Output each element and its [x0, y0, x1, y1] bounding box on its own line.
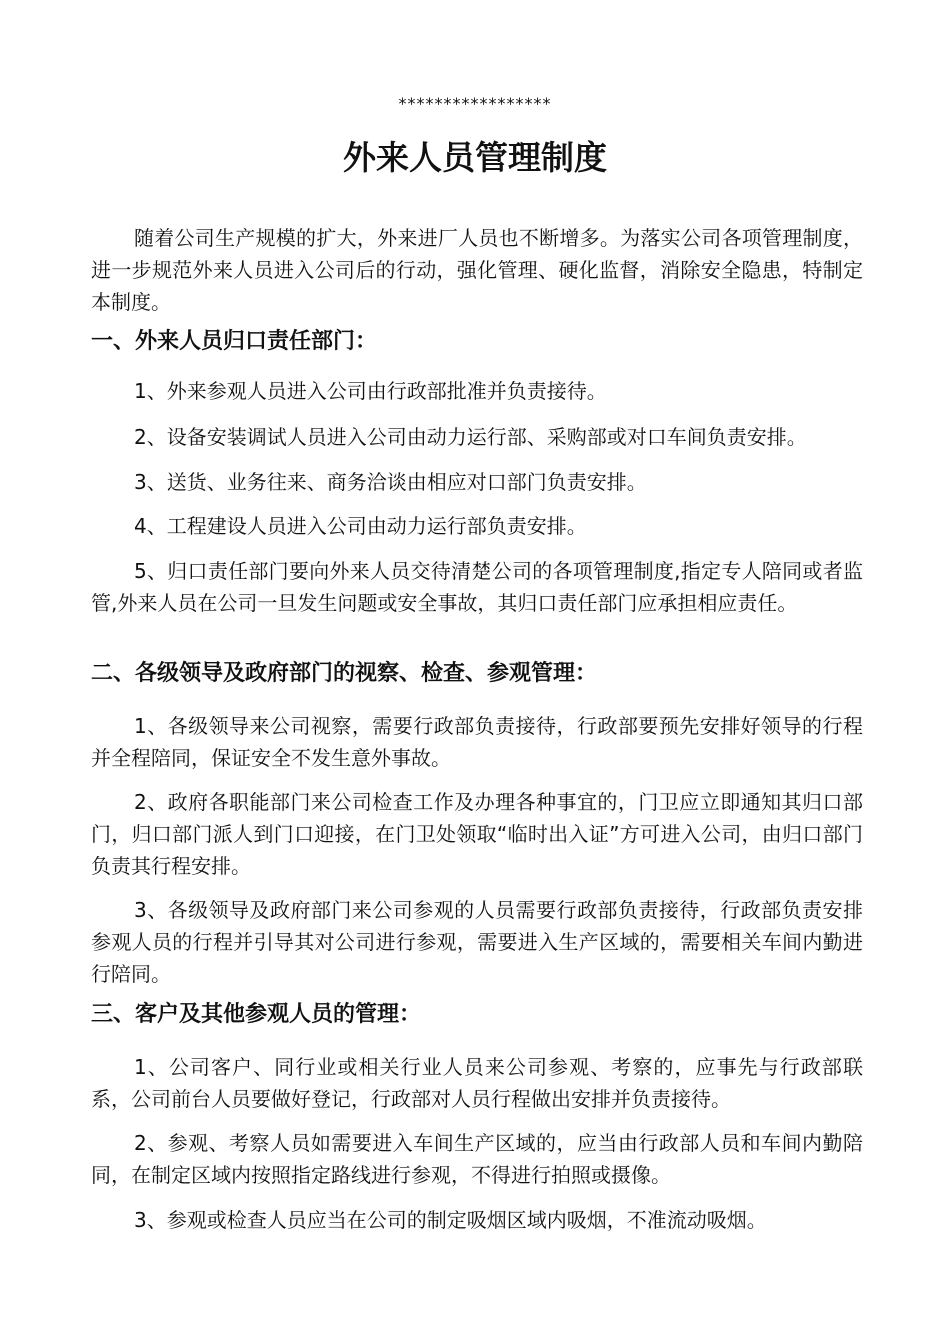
section-1-item-2: 2、设备安装调试人员进入公司由动力运行部、采购部或对口车间负责安排。: [134, 425, 807, 449]
section-3-item-1: 1、公司客户、同行业或相关行业人员来公司参观、考察的，应事先与行政部联系，公司前台人员要做好登记，行政部对人员行程做出安排并负责接待。: [91, 1055, 863, 1111]
section-heading-1: 一、外来人员归口责任部门：: [91, 329, 378, 354]
decorative-stars-line: *****************: [398, 94, 552, 113]
section-3-item-2: 2、参观、考察人员如需要进入车间生产区域的，应当由行政部人员和车间内勤陪同，在制定区域内按照指定路线进行参观，不得进行拍照或摄像。: [91, 1131, 863, 1187]
section-1-item-5: 5、归口责任部门要向外来人员交待清楚公司的各项管理制度,指定专人陪同或者监管,外来人员在公司一旦发生问题或安全事故，其归口责任部门应承担相应责任。: [91, 559, 863, 615]
section-1-item-3: 3、送货、业务往来、商务洽谈由相应对口部门负责安排。: [134, 470, 647, 494]
section-2-item-1: 1、各级领导来公司视察，需要行政部负责接待，行政部要预先安排好领导的行程并全程陪同，保证安全不发生意外事故。: [91, 714, 863, 770]
document-title: 外来人员管理制度: [343, 138, 607, 177]
section-heading-2: 二、各级领导及政府部门的视察、检查、参观管理：: [91, 661, 598, 686]
section-1-item-4: 4、工程建设人员进入公司由动力运行部负责安排。: [134, 514, 587, 538]
section-heading-3: 三、客户及其他参观人员的管理：: [91, 1002, 422, 1027]
intro-paragraph: 随着公司生产规模的扩大，外来进厂人员也不断增多。为落实公司各项管理制度，进一步规范外来人员进入公司后的行动，强化管理、硬化监督，消除安全隐患，特制定本制度。: [91, 226, 863, 314]
section-2-item-2: 2、政府各职能部门来公司检查工作及办理各种事宜的，门卫应立即通知其归口部门，归口部门派人到门口迎接，在门卫处领取“临时出入证”方可进入公司，由归口部门负责其行程安排。: [91, 790, 863, 878]
section-2-item-3: 3、各级领导及政府部门来公司参观的人员需要行政部负责接待，行政部负责安排参观人员的行程并引导其对公司进行参观，需要进入生产区域的，需要相关车间内勤进行陪同。: [91, 898, 863, 986]
section-3-item-3: 3、参观或检查人员应当在公司的制定吸烟区域内吸烟，不准流动吸烟。: [134, 1208, 767, 1232]
section-1-item-1: 1、外来参观人员进入公司由行政部批准并负责接待。: [134, 379, 607, 403]
